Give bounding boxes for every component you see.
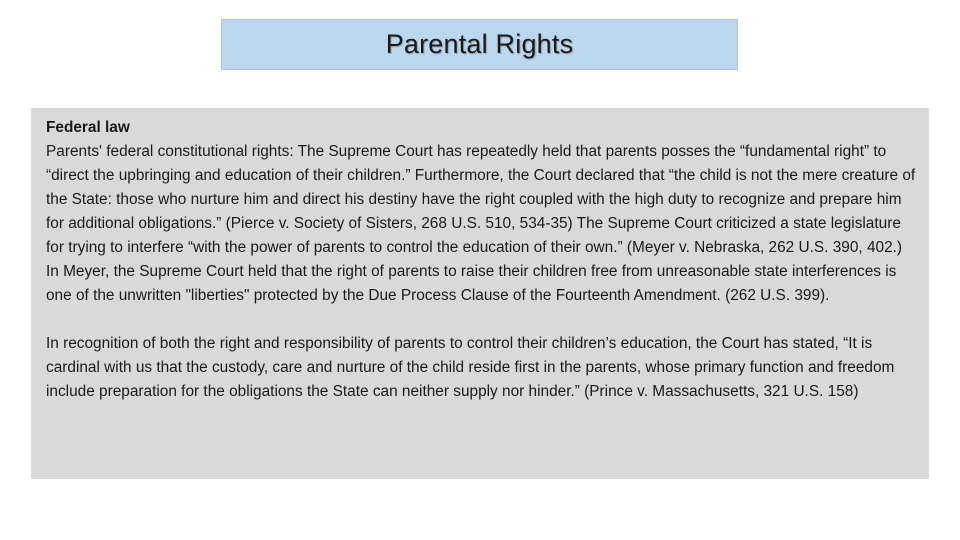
title-box	[221, 19, 738, 70]
paragraph-federal-rights: Parents' federal constitutional rights: The Supreme Court has repeatedly held that parents posses the “fundamental right” to “direct the upbringing and education of their children.” Furthermore, the Court declared that “the child is not the mere creature of the State: those who nurture him and direct his destiny have the right coupled with the high duty to recognize and prepare him for additional obligations.” (Pierce v. Society of Sisters, 268 U.S. 510, 534-35) The Supreme Court criticized a state legislature for trying to interfere “with the power of parents to control the education of their own.” (Meyer v. Nebraska, 262 U.S. 390, 402.) In Meyer, the Supreme Court held that the right of parents to raise their children free from unreasonable state interferences is one of the unwritten "liberties" protected by the Due Process Clause of the Fourteenth Amendment. (262 U.S. 399).	[46, 143, 916, 304]
section-heading: Federal law	[46, 119, 130, 136]
slide-title: Parental Rights	[385, 29, 574, 59]
paragraph-recognition: In recognition of both the right and responsibility of parents to control their children’s education, the Court has stated, “It is cardinal with us that the custody, care and nurture of the child reside first in the parents, whose primary function and freedom include preparation for the obligations the State can neither supply nor hinder.” (Prince v. Massachusetts, 321 U.S. 158)	[46, 335, 895, 400]
content-box	[31, 108, 929, 479]
